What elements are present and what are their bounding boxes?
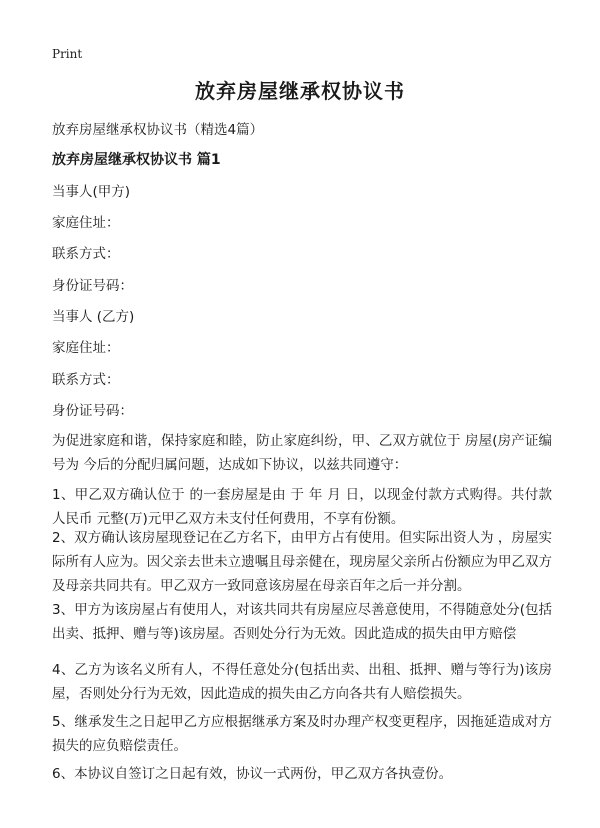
party-b-label: 当事人 (乙方) <box>52 309 135 325</box>
party-b-id-number: 身份证号码： <box>52 403 133 419</box>
clause-1: 1、甲乙双方确认位于 的一套房屋是由 于 年 月 日，以现金付款方式购得。共付款人民币 元整(万)元甲乙双方未支付任何费用，不享有份额。 <box>52 487 552 527</box>
party-a-contact: 联系方式： <box>52 246 120 262</box>
section-heading: 放弃房屋继承权协议书 篇1 <box>52 152 221 168</box>
clause-3: 3、甲方为该房屋占有使用人，对该共同共有房屋应尽善意使用，不得随意处分(包括出卖、抵押、赠与等)该房屋。否则处分行为无效。因此造成的损失由甲方赔偿 <box>52 602 552 642</box>
document-subtitle: 放弃房屋继承权协议书（精选4篇） <box>52 122 264 138</box>
party-a-label: 当事人(甲方) <box>52 184 131 200</box>
print-link[interactable]: Print <box>52 47 83 61</box>
clause-6: 6、本协议自签订之日起有效，协议一式两份，甲乙双方各执壹份。 <box>52 766 453 782</box>
clause-4: 4、乙方为该名义所有人，不得任意处分(包括出卖、出租、抵押、赠与等行为)该房屋，否则处分行为无效，因此造成的损失由乙方向各共有人赔偿损失。 <box>52 662 552 702</box>
party-b-contact: 联系方式： <box>52 372 120 388</box>
intro-paragraph: 为促进家庭和谐，保持家庭和睦，防止家庭纠纷，甲、乙双方就位于 房屋(房产证编号为 今后的分配归属问题，达成如下协议，以兹共同遵守： <box>52 433 552 473</box>
document-title: 放弃房屋继承权协议书 <box>195 79 405 103</box>
clause-2: 2、双方确认该房屋现登记在乙方名下，由甲方占有使用。但实际出资人为 ，房屋实际所有人应为。因父亲去世未立遗嘱且母亲健在，现房屋父亲所占份额应为甲乙双方及母亲共同共有。甲乙双方一致同意该房屋在母亲百年之后一并分割。 <box>52 530 552 594</box>
clause-5: 5、继承发生之日起甲乙方应根据继承方案及时办理产权变更程序，因拖延造成对方损失的应负赔偿责任。 <box>52 714 552 754</box>
party-b-address: 家庭住址： <box>52 340 120 356</box>
party-a-address: 家庭住址： <box>52 215 120 231</box>
party-a-id-number: 身份证号码： <box>52 278 133 294</box>
